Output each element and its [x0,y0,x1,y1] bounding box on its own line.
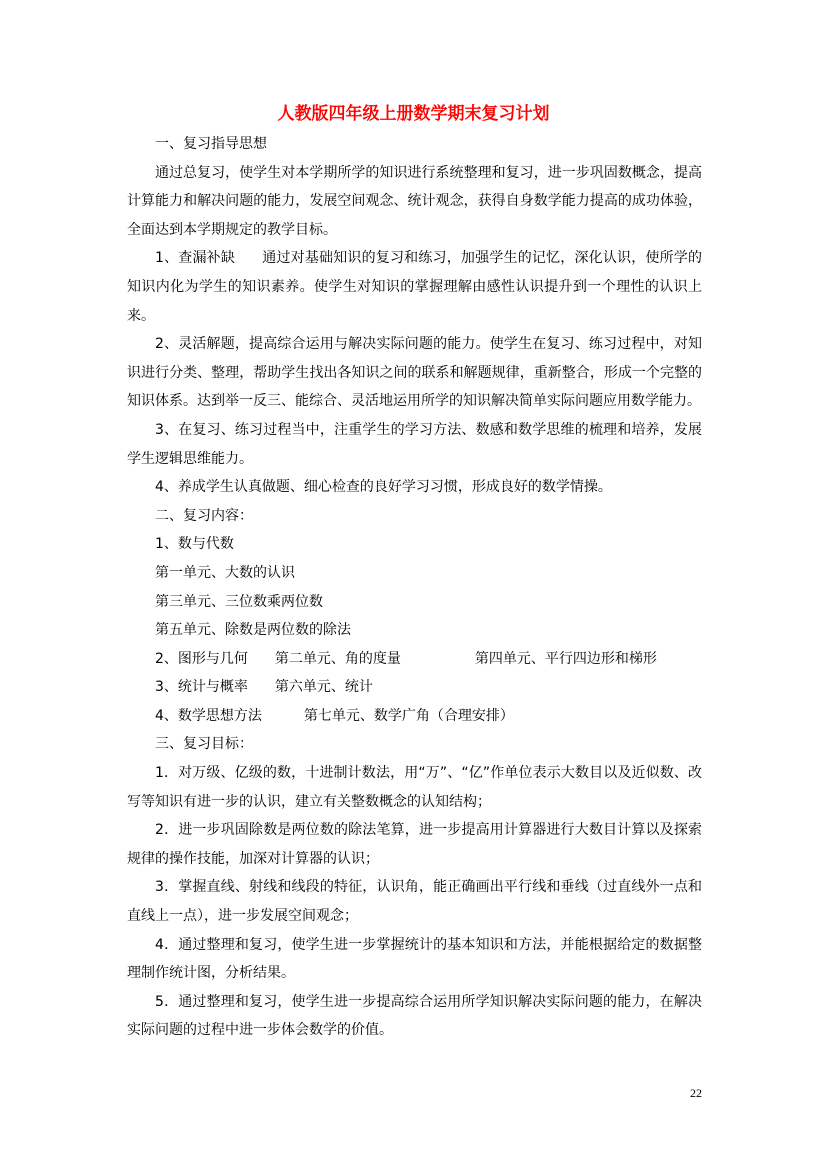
item-1-text: 通过对基础知识的复习和练习，加强学生的记忆，深化认识，使所学的知识内化为学生的知识素养。使学生对知识的掌握理解由感性认识提升到一个理性的认识上来。 [127,250,702,324]
topic-4-label: 4、数学思想方法 [155,707,262,724]
goal-2: 2．进一步巩固除数是两位数的除法笔算，进一步提高用计算器进行大数目计算以及探索规律的操作技能，加深对计算器的认识； [127,822,702,867]
section-1-intro: 通过总复习，使学生对本学期所学的知识进行系统整理和复习，进一步巩固数概念，提高计算能力和解决问题的能力，发展空间观念、统计观念，获得自身数学能力提高的成功体验，全面达到本学期规定的教学目标。 [127,164,702,238]
section-1-item-2: 2、灵活解题，提高综合运用与解决实际问题的能力。使学生在复习、练习过程中，对知识进行分类、整理，帮助学生找出各知识之间的联系和解题规律，重新整合，形成一个完整的知识体系。达到举一反三、能综合、灵活地运用所学的知识解决简单实际问题应用数学能力。 [127,336,702,410]
topic-4-line [127,702,702,731]
unit-2-label: 第二单元、角的度量 [274,650,401,667]
unit-3-line: 第三单元、三位数乘两位数 [155,593,323,610]
unit-6-label: 第六单元、统计 [274,679,373,696]
section-3-heading: 三、复习目标： [155,736,253,753]
document-body [127,130,702,1045]
goal-1: 1．对万级、亿级的数，十进制计数法，用“万”、“亿”作单位表示大数目以及近似数、改写等知识有进一步的认识，建立有关整数概念的认知结构； [127,765,702,810]
topic-2-label: 2、图形与几何 [155,650,248,667]
section-2-heading: 二、复习内容： [155,507,253,524]
page-number: 22 [690,1086,702,1100]
unit-5-line: 第五单元、除数是两位数的除法 [155,622,351,639]
topic-1-label: 1、数与代数 [155,536,234,553]
topic-2-line [127,645,702,674]
section-1-item-3: 3、在复习、练习过程当中，注重学生的学习方法、数感和数学思维的梳理和培养，发展学生逻辑思维能力。 [127,421,702,467]
goal-5: 5．通过整理和复习，使学生进一步提高综合运用所学知识解决实际问题的能力，在解决实际问题的过程中进一步体会数学的价值。 [127,993,702,1039]
document-title: 人教版四年级上册数学期末复习计划 [277,104,550,124]
unit-1-line: 第一单元、大数的认识 [155,564,295,581]
unit-7-label: 第七单元、数学广角（合理安排） [303,707,514,724]
section-1-item-4: 4、养成学生认真做题、细心检查的良好学习习惯，形成良好的数学情操。 [155,479,612,496]
section-1-item-1 [127,244,702,330]
topic-3-line [127,673,702,702]
unit-4-label: 第四单元、平行四边形和梯形 [474,650,657,667]
goal-4: 4．通过整理和复习，使学生进一步掌握统计的基本知识和方法，并能根据给定的数据整理制作统计图，分析结果。 [127,936,702,982]
topic-3-label: 3、统计与概率 [155,679,248,696]
item-1-label: 1、查漏补缺 [155,250,236,267]
section-1-heading: 一、复习指导思想 [155,136,267,152]
goal-3: 3．掌握直线、射线和线段的特征，认识角，能正确画出平行线和垂线（过直线外一点和直线上一点），进一步发展空间观念； [127,879,702,925]
